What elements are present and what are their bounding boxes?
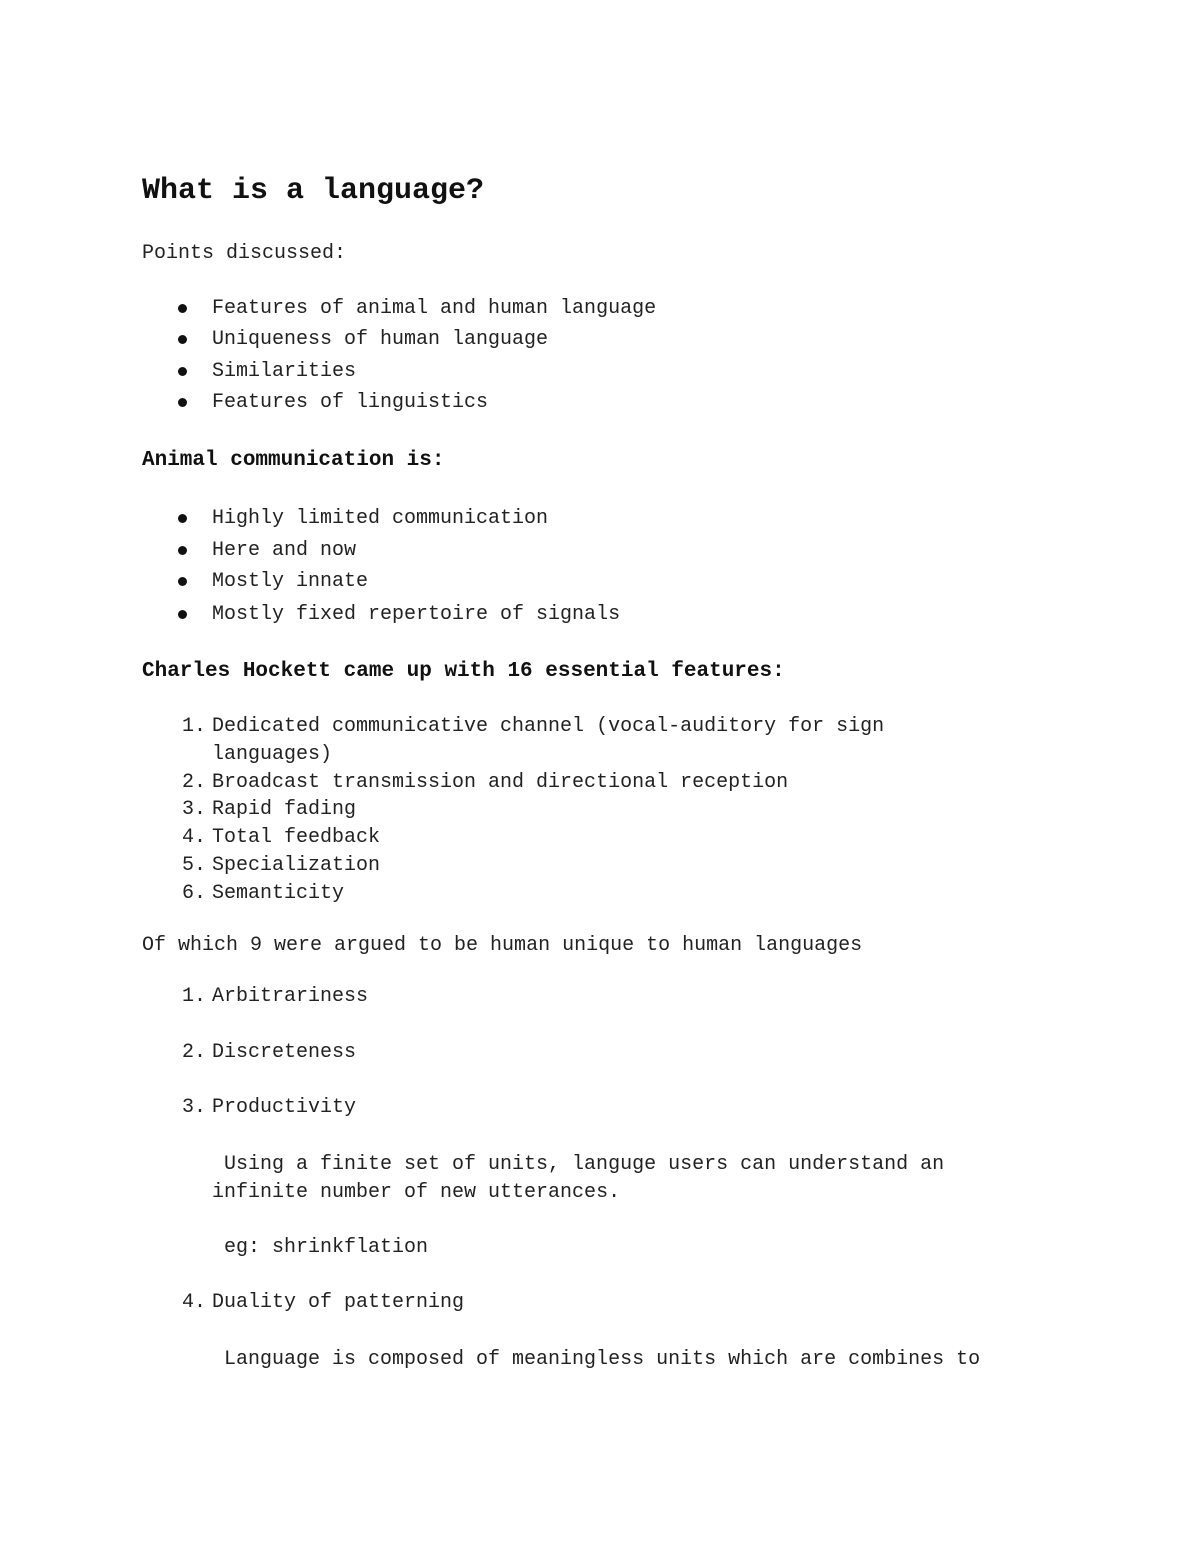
productivity-description-cont: infinite number of new utterances.	[212, 1181, 621, 1204]
list-number: 3.	[181, 1096, 206, 1119]
page-title: What is a language?	[142, 174, 485, 208]
bullet-icon	[178, 610, 187, 619]
bullet-icon	[178, 335, 187, 344]
bullet-icon	[178, 546, 187, 555]
bullet-icon	[178, 398, 187, 407]
list-number: 1.	[181, 985, 206, 1008]
duality-description: Language is composed of meaningless units which are combines to	[224, 1348, 981, 1371]
list-number: 2.	[181, 1041, 206, 1064]
animal-heading: Animal communication is:	[142, 449, 445, 472]
list-number: 3.	[181, 798, 206, 821]
bullet-icon	[178, 577, 187, 586]
list-number: 5.	[181, 854, 206, 877]
points-label: Points discussed:	[142, 242, 347, 265]
unique-intro: Of which 9 were argued to be human unique to human languages	[142, 934, 863, 957]
bullet-icon	[178, 367, 187, 376]
bullet-icon	[178, 304, 187, 313]
productivity-example: eg: shrinkflation	[224, 1236, 429, 1259]
list-number: 2.	[181, 771, 206, 794]
hockett-heading: Charles Hockett came up with 16 essential features:	[142, 660, 785, 683]
list-number: 1.	[181, 715, 206, 738]
list-number: 4.	[181, 1291, 206, 1314]
list-number: 6.	[181, 882, 206, 905]
list-number: 4.	[181, 826, 206, 849]
bullet-icon	[178, 514, 187, 523]
productivity-description: Using a finite set of units, languge users can understand an	[224, 1153, 945, 1176]
